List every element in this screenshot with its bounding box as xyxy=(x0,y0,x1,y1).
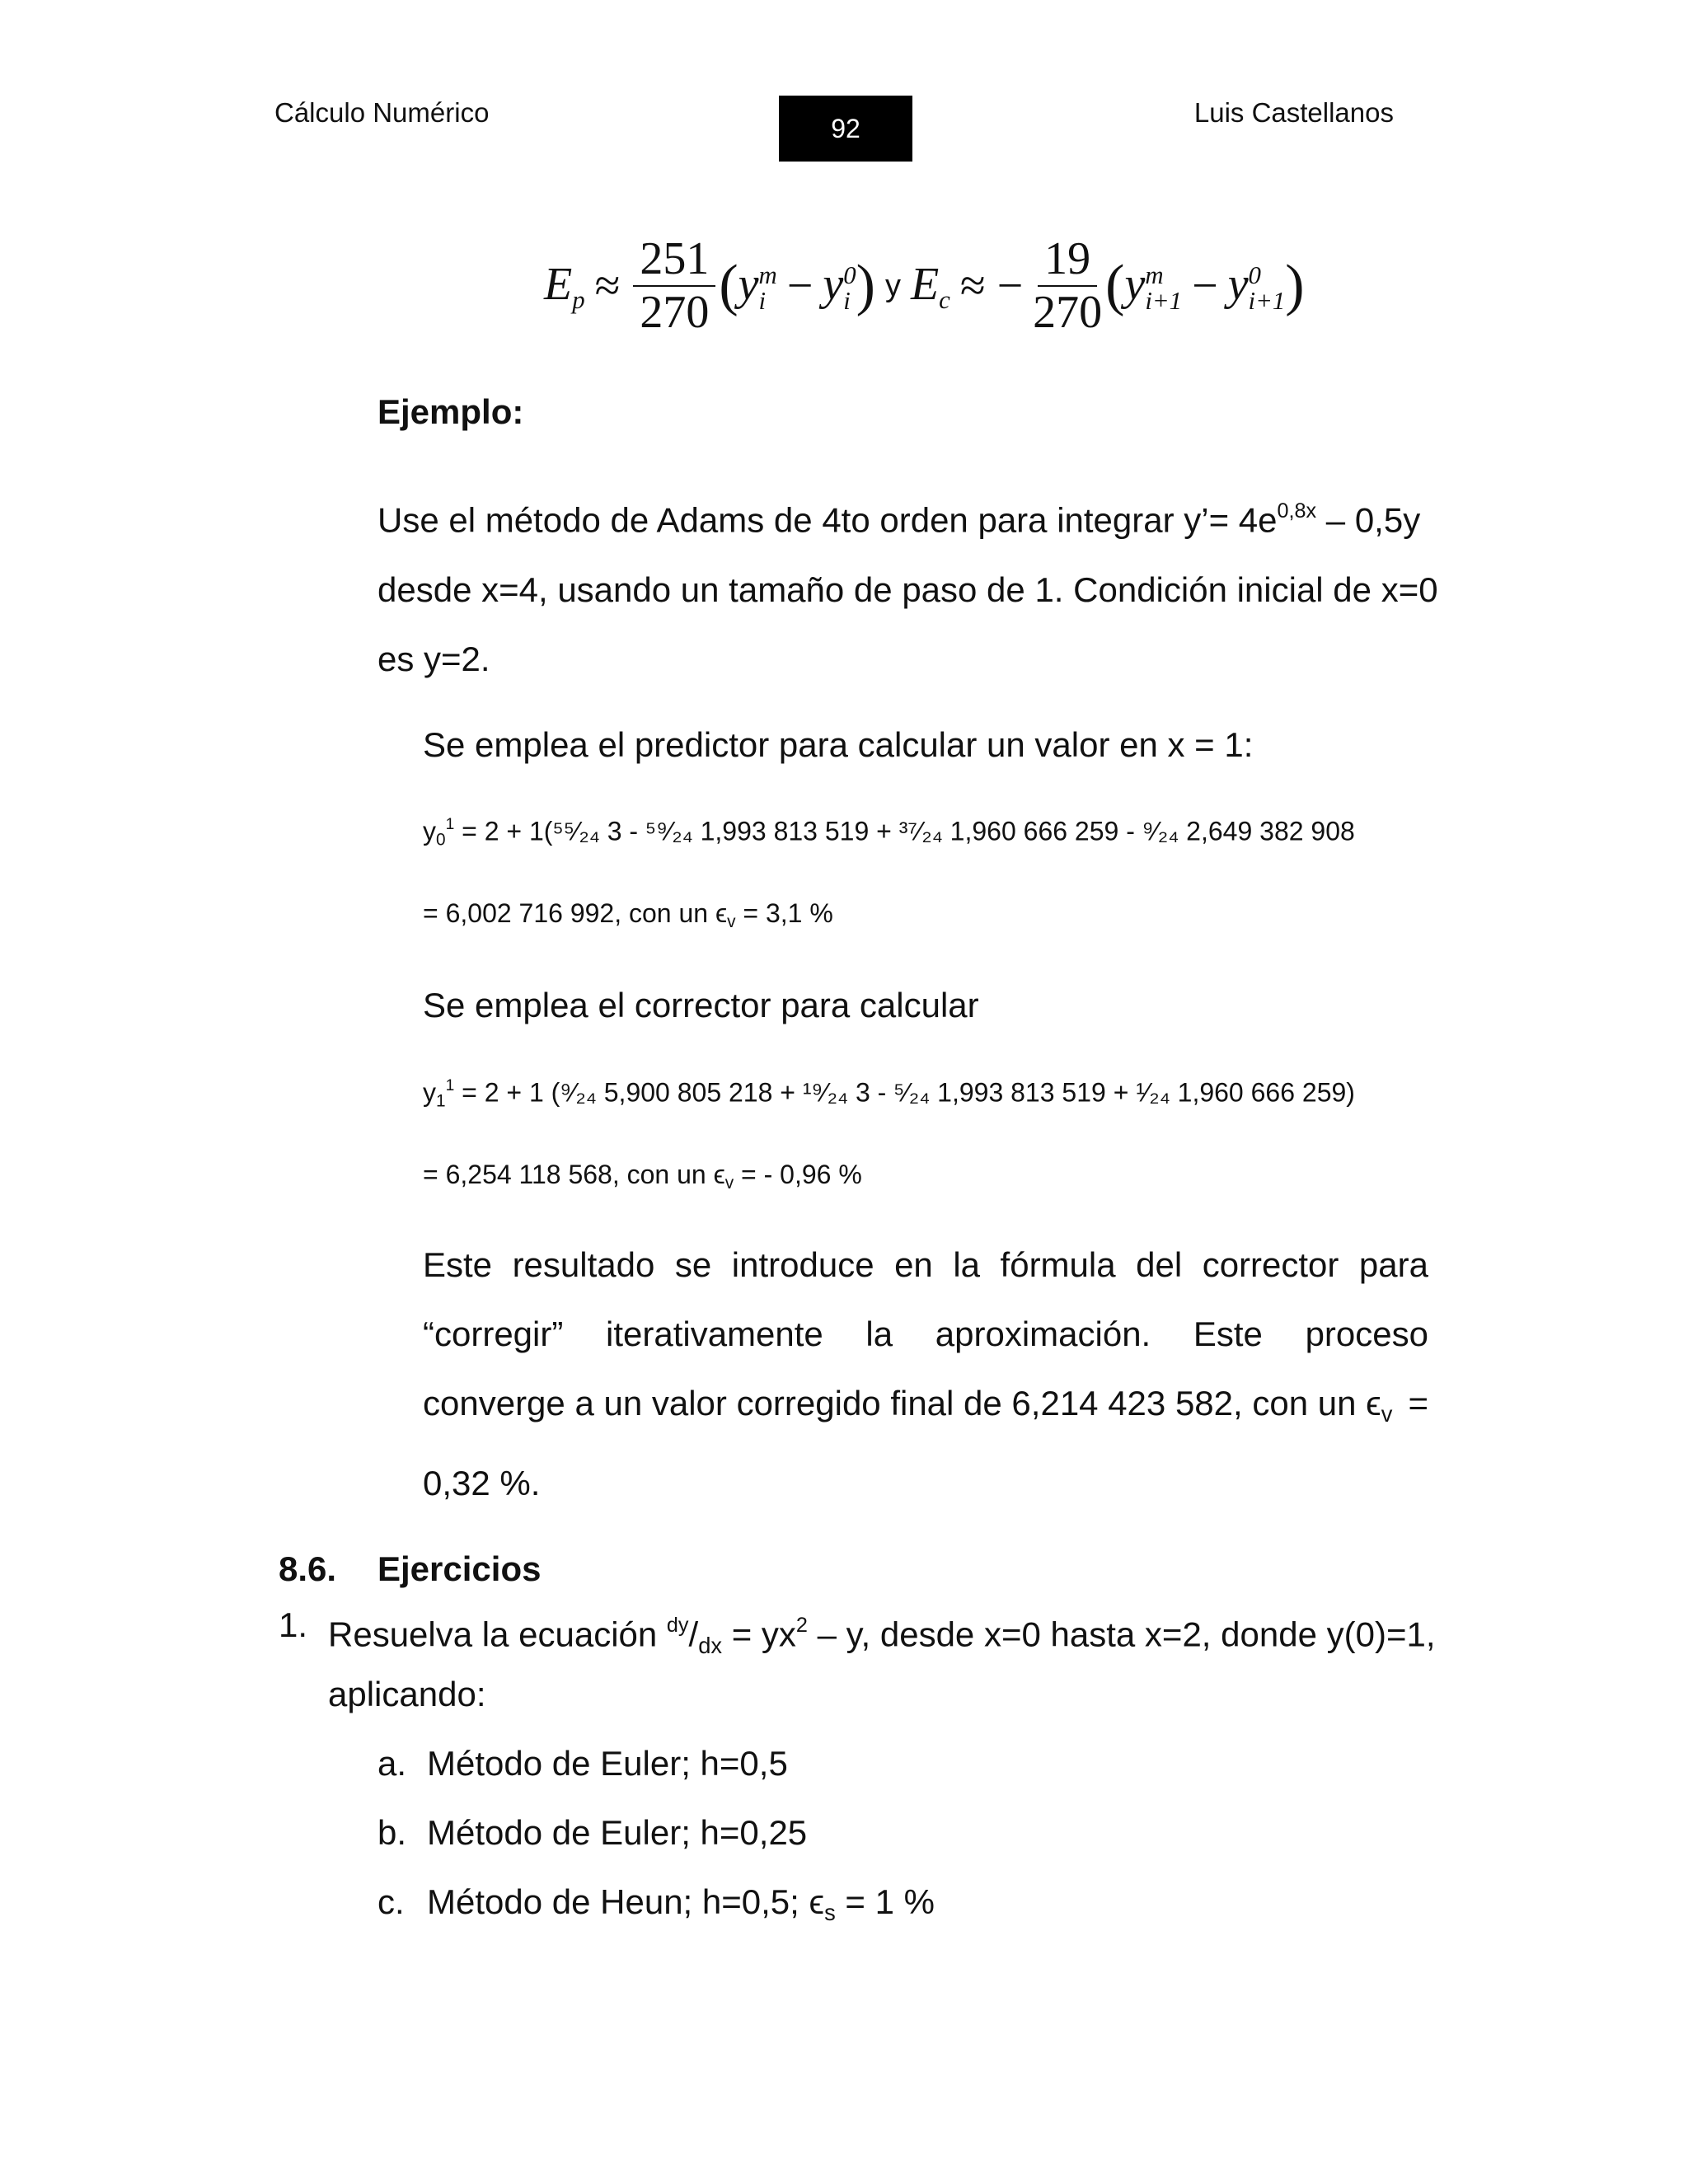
iteration-paragraph xyxy=(423,1230,1428,1518)
corrector-intro: Se emplea el corrector para calcular xyxy=(423,986,979,1024)
predictor-result: = 6,002 716 992, con un ϵv = 3,1 % xyxy=(423,898,833,932)
sub-item-a: a. Método de Euler; h=0,5 xyxy=(377,1744,788,1783)
sub-item-b: b. Método de Euler; h=0,25 xyxy=(377,1813,808,1852)
item-number: 1. xyxy=(279,1605,308,1644)
ep-label: $E_p$ xyxy=(544,258,585,314)
predictor-equation: $y0^1 = 2$ + 1(⁵⁵⁄₂₄ 3 - ⁵⁹⁄₂₄ 1,993 813 519 + ³⁷⁄₂₄ 1,960 666 259 - ⁹⁄₂₄ 2,649 382 908 xyxy=(423,816,1355,850)
ec-term-ym: y m i+1 xyxy=(1124,259,1183,316)
exercise-item-1 xyxy=(279,1591,1436,1729)
page-number-box xyxy=(779,96,912,162)
ec-fraction xyxy=(1033,235,1102,337)
ec-denominator: 270 xyxy=(1033,287,1103,338)
statement-line-3: es y=2. xyxy=(377,639,490,678)
paragraph-line-1: Este resultado se introduce en la fórmula del corrector para xyxy=(423,1245,1428,1284)
ep-denominator: 270 xyxy=(640,287,710,338)
ec-label: $E_c$ xyxy=(910,258,950,314)
paragraph-line-2: “corregir” iterativamente la aproximación. Este proceso xyxy=(423,1315,1428,1353)
section-number: 8.6. xyxy=(279,1549,337,1588)
page-number: 92 xyxy=(831,113,860,143)
sub-items-list xyxy=(377,1729,935,1937)
statement-line-2: desde x=4, usando un tamaño de paso de 1. Condición inicial de x=0 xyxy=(377,569,1438,609)
ep-term-y0: y 0 i xyxy=(823,259,856,316)
statement-line-1: Use el método de Adams de 4to orden para integrar y’= $4e^{0,8x} - 0,5y$ xyxy=(377,499,1421,540)
ec-term-y0: y 0 i+1 xyxy=(1227,259,1286,316)
ec-numerator: 19 xyxy=(1038,235,1097,287)
ep-numerator: 251 xyxy=(633,235,715,287)
item-text: Resuelva la ecuación $^{dy}/dx = yx^2 - y$, desde x=0 hasta x=2, donde y(0)=1, xyxy=(328,1614,1436,1658)
header-left-title: Cálculo Numérico xyxy=(274,97,490,128)
corrector-equation: $y1^1 = 2 + 1$ (⁹⁄₂₄ 5,900 805 218 + ¹⁹⁄₂₄ 3 - ⁵⁄₂₄ 1,993 813 519 + ¹⁄₂₄ 1,960 666 259) xyxy=(423,1077,1355,1111)
paragraph-line-3: converge a un valor corregido final de 6,214 423 582, con un ϵv = xyxy=(423,1384,1428,1427)
section-title: Ejercicios xyxy=(377,1549,542,1588)
predictor-intro: Se emplea el predictor para calcular un valor en x = 1: xyxy=(423,725,1254,764)
corrector-result: = 6,254 118 568, con un ϵv = - 0,96 % xyxy=(423,1160,862,1193)
formula-connector: y xyxy=(884,268,901,303)
error-formula: $E_p$ ≈ $\frac{251}{270}$ ( y m i − y 0 i ) y $E_c$ ≈ − $\frac{19}{270}$ ( y m i+1 − y 0 i+1 ) xyxy=(544,233,1305,338)
approx-symbol: ≈ xyxy=(594,260,621,312)
ep-term-ym: y m i xyxy=(738,259,777,316)
sub-item-c: c. Método de Heun; h=0,5; ϵs = 1 % xyxy=(377,1882,935,1926)
ep-fraction xyxy=(633,235,715,337)
example-heading: Ejemplo: xyxy=(377,392,524,431)
item-text-line-2: aplicando: xyxy=(328,1675,486,1713)
example-statement xyxy=(377,476,1438,694)
approx-minus-symbol: ≈ − xyxy=(959,260,1024,312)
header-right-author: Luis Castellanos xyxy=(1193,97,1394,128)
paragraph-line-4: 0,32 %. xyxy=(423,1464,541,1503)
